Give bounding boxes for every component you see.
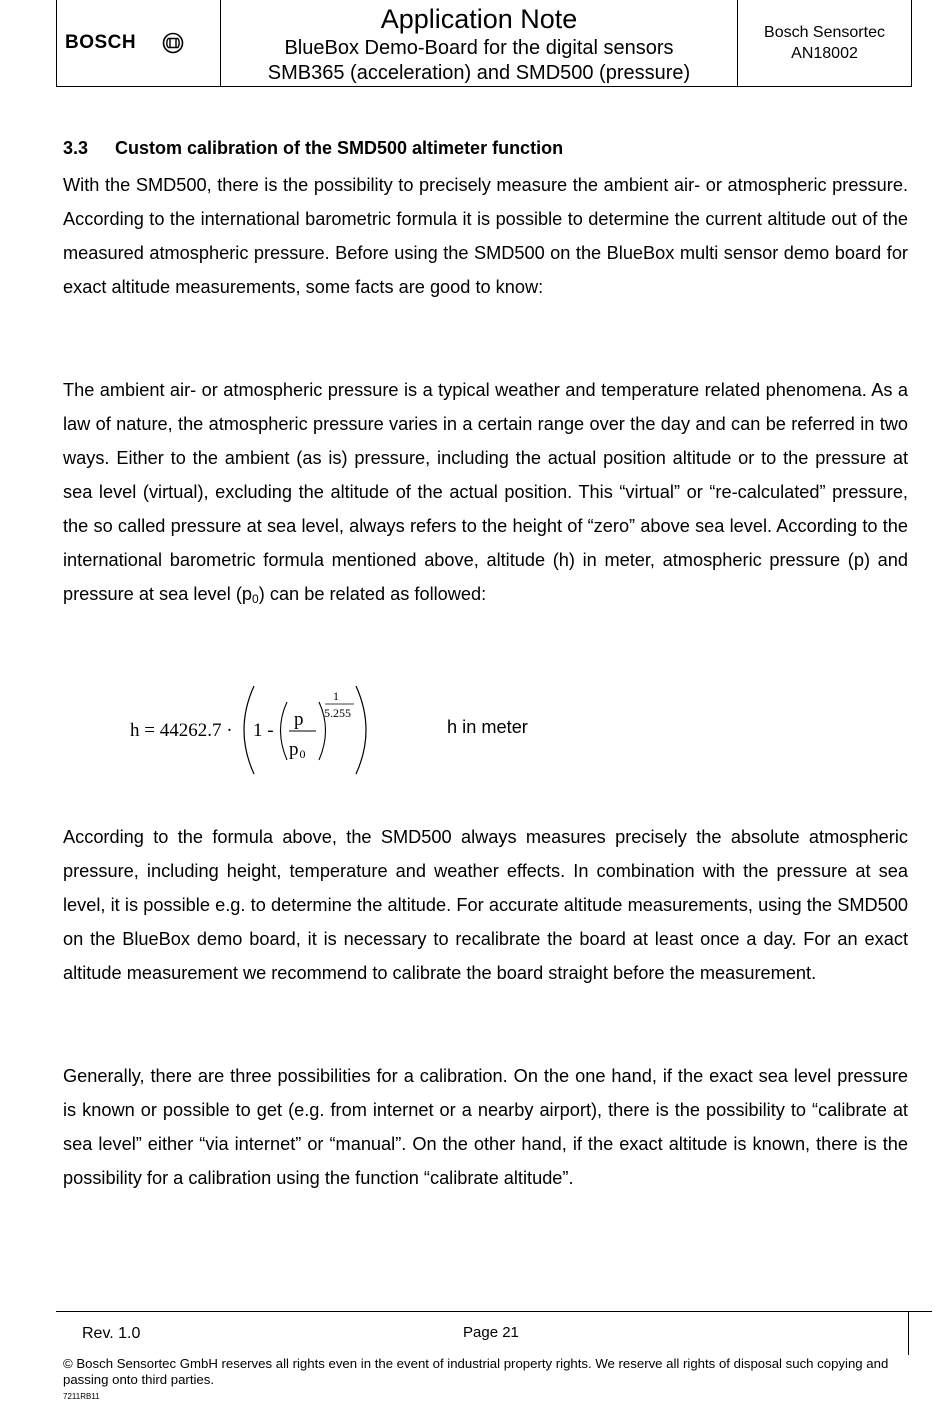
- formula-lhs: h = 44262.7 ·: [130, 720, 233, 741]
- page-header: [56, 0, 912, 87]
- logo-cell: [57, 0, 221, 86]
- page-number: Page 21: [463, 1324, 519, 1341]
- bosch-logo-text: BOSCH: [65, 32, 137, 53]
- paragraph-measurement: According to the formula above, the SMD500 always measures precisely the absolute atmospheric pressure, including height, temperature and weather effects. In combination with the pressure at sea level, it is possible e.g. to determine the altitude. For accurate altitude measurements, using the SMD500 on the BlueBox demo board, it is necessary to recalibrate the board at least once a day. For an exact altitude measurement we recommend to calibrate the board straight before the measurement.: [63, 827, 908, 983]
- paragraph-intro: With the SMD500, there is the possibility to precisely measure the ambient air- or atmospheric pressure. According to the international barometric formula it is possible to determine the current altitude out of the measured atmospheric pressure. Before using the SMD500 on the BlueBox multi sensor demo board for exact altitude measurements, some facts are good to know:: [63, 175, 908, 297]
- formula-unit-note: h in meter: [447, 717, 528, 737]
- footer-vertical-rule: [908, 1311, 909, 1355]
- inner-paren-left: [281, 702, 288, 760]
- document-subtitle-line2: SMB365 (acceleration) and SMD500 (pressure): [267, 62, 691, 84]
- paragraph-calibration: Generally, there are three possibilities for a calibration. On the one hand, if the exact sea level pressure is known or possible to get (e.g. from internet or a nearby airport), there is the possibility to “calibrate at sea level” either “via internet” or “manual”. On the other hand, if the exact altitude is known, there is the possibility for a calibration using the function “calibrate altitude”.: [63, 1066, 908, 1188]
- document-title: Application Note: [380, 4, 578, 34]
- doc-number: AN18002: [791, 45, 858, 62]
- paragraph-pressure: [63, 373, 908, 616]
- section-heading: [63, 138, 563, 159]
- formula-numerator: p: [294, 709, 304, 730]
- revision-label: Rev. 1.0: [82, 1325, 141, 1342]
- paragraph-pressure-tail: ) can be related as followed:: [258, 584, 487, 604]
- document-subtitle-line1: BlueBox Demo-Board for the digital sensors: [284, 37, 674, 59]
- header-info-cell: [738, 0, 911, 86]
- exponent-denominator: 5.255: [324, 706, 351, 720]
- section-title: Custom calibration of the SMD500 altimeter function: [115, 138, 564, 158]
- section-number: 3.3: [63, 138, 89, 158]
- copyright-notice: © Bosch Sensortec GmbH reserves all rights even in the event of industrial property rights. We reserve all rights of disposal such copying and passing onto third parties.: [63, 1356, 889, 1387]
- outer-paren-right: [356, 686, 366, 774]
- formula-denominator: p0: [289, 739, 306, 761]
- company-name: Bosch Sensortec: [764, 24, 885, 41]
- document-id: 7211RB11: [63, 1392, 100, 1401]
- p0-subscript: 0: [252, 592, 259, 606]
- header-title-cell: [221, 0, 738, 86]
- barometric-formula: [126, 680, 386, 780]
- footer-divider: [56, 1311, 932, 1312]
- formula-one-minus: 1 -: [253, 720, 274, 741]
- exponent-numerator: 1: [333, 689, 339, 703]
- paragraph-pressure-text: The ambient air- or atmospheric pressure is a typical weather and temperature related phenomena. As a law of nature, the atmospheric pressure varies in a certain range over the day and can be referred in two ways. Either to the ambient (as is) pressure, including the actual position altitude or to the pressure at sea level (virtual), excluding the altitude of the actual position. This “virtual” or “re-calculated” pressure, the so called pressure at sea level, always refers to the height of “zero” above sea level. According to the international barometric formula mentioned above, altitude (h) in meter, atmospheric pressure (p) and pressure at sea level (p: [63, 380, 908, 604]
- bosch-armature-icon: [162, 32, 184, 54]
